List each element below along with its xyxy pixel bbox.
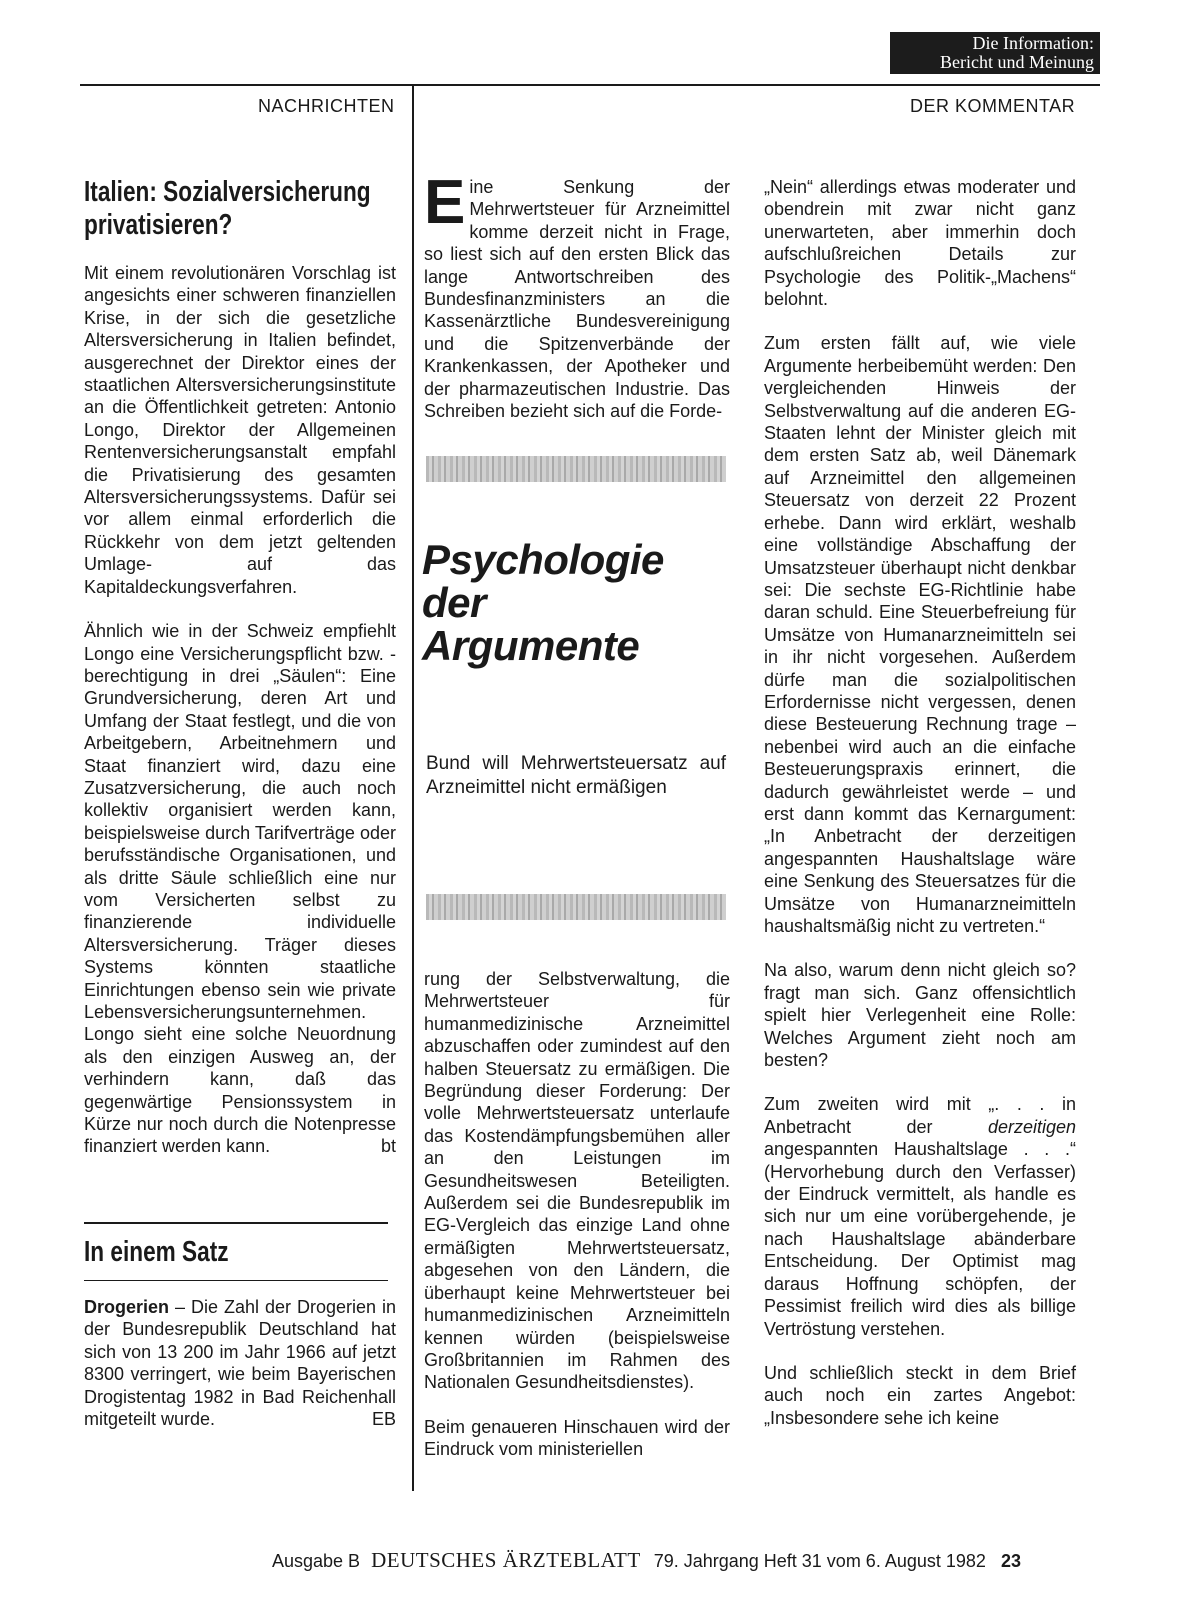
satz-text-block <box>84 1296 396 1430</box>
commentary-right-paragraph-2: Zum ersten fällt auf, wie viele Argumente herbeibemüht werden: Den vergleichenden Hinweis der Selbstverwaltung auf die anderen EG-Staaten lehnt der Minister gleich mit dem ersten Satz ab, weil Dänemark auf Arzneimittel den allgemeinen Steuersatz von derzeit 22 Prozent erhebe. Dann wird erklärt, weshalb eine vollständige Abschaffung der Umsatzsteuer überhaupt nicht denkbar sei: Die sechste EG-Richtlinie habe daran schuld. Eine Steuerbefreiung für Umsätze von Humanarzneimitteln sei in ihr nicht vorgesehen. Außerdem dürfe man die sozialpolitischen Erfordernisse nicht vergessen, denen diese Besteuerung Rechnung trage – nebenbei wird auch an die einfache Besteuerungspraxis erinnert, die dadurch gewährleistet werde – und erst dann kommt das Kernargument: „In Anbetracht der derzeitigen angespannten Haushaltslage wäre eine Senkung des Steuersatzes für die Umsätze von Humanarzneimitteln haushaltsmäßig nicht zu vertreten.“ <box>764 333 1076 936</box>
gray-band-bottom <box>426 894 726 920</box>
footer-issue: 79. Jahrgang Heft 31 vom 6. August 1982 <box>653 1551 986 1571</box>
badge-line-2: Bericht und Meinung <box>940 52 1094 72</box>
news-article <box>84 176 396 1180</box>
section-badge <box>890 32 1100 74</box>
commentary-intro-text: ine Senkung der Mehrwertsteuer für Arzneimittel komme derzeit nicht in Frage, so liest sich auf den ersten Blick das lange Antwortschreiben des Bundesfinanzministers an die Kassenärztliche Bundesvereinigung und die Spitzenverbände der Krankenkassen, der Apotheker und der pharmazeutischen Industrie. Das Schreiben bezieht sich auf die Forde- <box>424 177 730 422</box>
commentary-title-line-1: Psychologie <box>422 536 664 583</box>
satz-text: – Die Zahl der Drogerien in der Bundesrepublik Deutschland hat sich von 13 200 im Jahr 1966 auf jetzt 8300 verringert, wie beim Bayerischen Drogistentag 1982 in Bad Reichenhall mitgeteilt wurde. <box>84 1297 396 1430</box>
footer-paper: DEUTSCHES ÄRZTEBLATT <box>371 1548 641 1572</box>
news-signature: bt <box>380 1136 396 1157</box>
news-paragraph-2 <box>84 620 396 1158</box>
commentary-right-paragraph-4 <box>764 1093 1076 1339</box>
zweiten-emphasis: derzeitigen <box>987 1116 1076 1137</box>
commentary-intro <box>424 168 730 422</box>
commentary-subtitle: Bund will Mehrwertsteuersatz auf Arzneimittel nicht ermäßigen <box>426 753 726 798</box>
commentary-right-paragraph-1: „Nein“ allerdings etwas moderater und obendrein mit zwar nicht ganz unerwarteten, aber immerhin doch aufschlußreichen Details zur Psychologie des Politik-„Machens“ belohnt. <box>764 177 1076 310</box>
commentary-right-paragraph-5: Und schließlich steckt in dem Brief auch noch ein zartes Angebot: „Insbesondere sehe ich keine <box>764 1362 1076 1428</box>
commentary-right <box>764 176 1076 1451</box>
page-footer <box>272 1548 1021 1573</box>
header-rule <box>80 84 1100 86</box>
satz-signature: EB <box>371 1409 396 1430</box>
gray-band-top <box>426 456 726 482</box>
commentary-title-line-2: der <box>422 579 486 626</box>
commentary-title-line-3: Argumente <box>422 622 640 669</box>
section-label-commentary: DER KOMMENTAR <box>910 96 1076 116</box>
satz-lead: Drogerien <box>84 1297 170 1317</box>
commentary-right-paragraph-3: Na also, warum denn nicht gleich so? fragt man sich. Ganz offensichtlich spielt hier Verlegenheit eine Rolle: Welches Argument zieht noch am besten? <box>764 960 1076 1071</box>
news-headline: Italien: Sozialversicherung privatisieren? <box>84 176 371 241</box>
zweiten-before: Zum zweiten wird mit „. . . in Anbetracht der <box>764 1094 1076 1137</box>
commentary-middle <box>424 968 730 1483</box>
section-label-news: NACHRICHTEN <box>258 96 395 116</box>
satz-headline: In einem Satz <box>84 1236 229 1268</box>
footer-edition: Ausgabe B <box>272 1551 361 1571</box>
column-divider <box>412 86 414 1491</box>
satz-rule-bottom <box>84 1280 388 1281</box>
commentary-dropcap: E <box>424 168 466 237</box>
news-paragraph-1: Mit einem revolutionären Vorschlag ist angesichts einer schweren finanziellen Krise, in der sich die gesetzliche Altersversicherung in Italien befindet, ausgerechnet der Direktor eines der staatlichen Altersversicherungsinstitute an die Öffentlichkeit getreten: Antonio Longo, Direktor der Allgemeinen Rentenversicherungsanstalt empfahl die Privatisierung des gesamten Altersversicherungssystems. Dafür sei vor allem einmal erforderlich die Rückkehr von dem jetzt geltenden Umlage- auf das Kapitaldeckungsverfahren. <box>84 263 396 597</box>
commentary-mid-paragraph-1: rung der Selbstverwaltung, die Mehrwertsteuer für humanmedizinische Arzneimittel abzuschaffen oder zumindest auf den halben Steuersatz zu ermäßigen. Die Begründung dieser Forderung: Der volle Mehrwertsteuersatz unterlaufe das Kostendämpfungsbemühen aller an den Leistungen im Gesundheitswesen Beteiligten. Außerdem sei die Bundesrepublik im EG-Vergleich das einzige Land ohne ermäßigten Mehrwertsteuersatz, abgesehen von den Ländern, die überhaupt keine Mehrwertsteuer bei humanmedizinischen Arzneimitteln kennen würden (beispielsweise Großbritannien im Rahmen des Nationalen Gesundheitsdienstes). <box>424 969 730 1393</box>
commentary-mid-paragraph-2: Beim genaueren Hinschauen wird der Eindruck vom ministeriellen <box>424 1416 730 1460</box>
badge-line-1: Die Information: <box>972 33 1094 53</box>
footer-page-number: 23 <box>1000 1551 1021 1571</box>
zweiten-after: angespannten Haushaltslage . . .“ (Hervorhebung durch den Verfasser) der Eindruck vermittelt, als handle es sich nur um eine vorübergehende, je nach Haushaltslage abänderbare Entscheidung. Der Optimist mag daraus Hoffnung schöpfen, der Pessimist freilich wird dies als billige Vertröstung verstehen. <box>764 1139 1076 1339</box>
news-paragraph-2-text: Ähnlich wie in der Schweiz empfiehlt Longo eine Versicherungspflicht bzw. -berechtigung in drei „Säulen“: Eine Grundversicherung, deren Art und Umfang der Staat festlegt, und die von Arbeitgebern, Arbeitnehmern und Staat finanziert wird, dazu eine Zusatzversicherung, die auch noch kollektiv organisiert werden kann, beispielsweise durch Tarifverträge oder berufsständische Organisationen, und als dritte Säule schließlich eine nur vom Versicherten selbst zu finanzierende individuelle Altersversicherung. Träger dieses Systems könnten staatliche Einrichtungen ebenso sein wie private Lebensversicherungsunternehmen. Longo sieht eine solche Neuordnung als den einzigen Ausweg an, der verhindern kann, daß das gegenwärtige Pensionssystem in Kürze nur noch durch die Notenpresse finanziert werden kann. <box>84 621 396 1157</box>
satz-rule-top <box>84 1222 388 1224</box>
commentary-title <box>422 538 722 667</box>
